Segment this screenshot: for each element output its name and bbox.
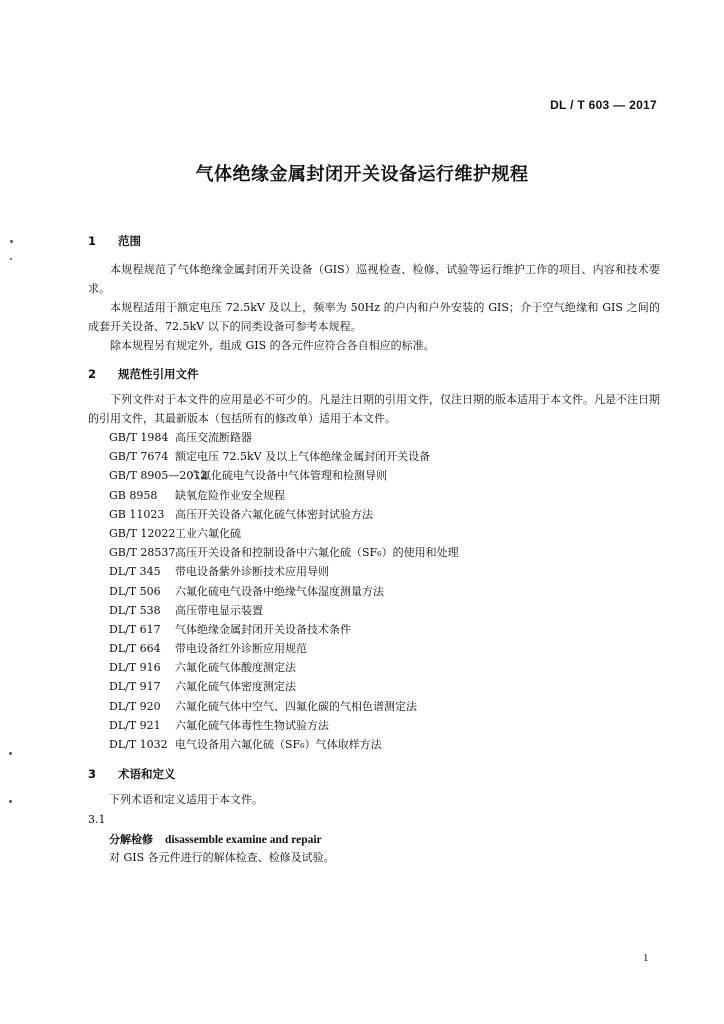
reference-item: [109, 543, 459, 562]
section-1-heading: [88, 233, 141, 249]
reference-item: [109, 447, 459, 466]
clause-3-1-number: 3.1: [88, 813, 106, 826]
section-number: 2: [88, 367, 97, 381]
scan-speck: [10, 240, 13, 243]
reference-title: 六氟化硫电气设备中气体管理和检测导则: [189, 469, 387, 483]
reference-title: 电气设备用六氟化硫（SF₆）气体取样方法: [175, 738, 382, 751]
reference-title: 六氟化硫气体毒性生物试验方法: [175, 718, 329, 732]
scope-paragraph-2: 本规程适用于额定电压 72.5kV 及以上，频率为 50Hz 的户内和户外安装的 GIS；介于空气绝缘和 GIS 之间的成套开关设备、72.5kV 以下的同类设备可参考本规程。: [88, 301, 660, 333]
reference-title: 带电设备紫外诊断技术应用导则: [175, 565, 329, 579]
reference-code: DL/T 664: [109, 642, 161, 656]
reference-item: [109, 716, 459, 735]
section-title: 规范性引用文件: [118, 367, 199, 381]
normative-references-list: [109, 428, 459, 754]
reference-item: [109, 677, 459, 696]
reference-item: [109, 466, 459, 485]
reference-code: GB/T 1984: [109, 431, 169, 444]
term-chinese: 分解检修: [109, 833, 153, 846]
reference-title: 缺氧危险作业安全规程: [175, 488, 285, 502]
reference-item: [109, 428, 459, 447]
reference-item: [109, 639, 459, 658]
reference-code: GB/T 8905—2012: [109, 469, 208, 483]
term-3-1-definition: 对 GIS 各元件进行的解体检查、检修及试验。: [109, 851, 335, 864]
reference-code: DL/T 916: [109, 661, 161, 675]
reference-item: [109, 505, 459, 524]
scan-speck: [10, 258, 12, 260]
scan-speck: [9, 800, 12, 803]
reference-code: GB/T 7674: [109, 450, 169, 464]
term-3-1: [109, 831, 322, 847]
page-number: 1: [643, 952, 649, 964]
reference-code: DL/T 617: [109, 622, 161, 636]
references-intro: 下列文件对于本文件的应用是必不可少的。凡是注日期的引用文件，仅注日期的版本适用于本文件。凡是不注日期的引用文件，其最新版本（包括所有的修改单）适用于本文件。: [88, 393, 660, 425]
reference-title: 高压交流断路器: [175, 431, 252, 444]
terms-intro: 下列术语和定义适用于本文件。: [109, 793, 263, 806]
reference-code: GB 11023: [109, 507, 165, 521]
reference-title: 高压开关设备六氟化硫气体密封试验方法: [175, 507, 373, 521]
reference-item: [109, 658, 459, 677]
reference-title: 高压带电显示装置: [175, 603, 263, 617]
reference-item: [109, 562, 459, 581]
reference-item: [109, 735, 459, 754]
reference-item: [109, 601, 459, 620]
reference-code: DL/T 1032: [109, 738, 168, 751]
reference-code: GB/T 12022: [109, 526, 176, 540]
reference-title: 六氟化硫电气设备中绝缘气体湿度测量方法: [175, 584, 384, 598]
reference-item: [109, 620, 459, 639]
reference-code: DL/T 345: [109, 565, 161, 579]
reference-item: [109, 524, 459, 543]
reference-title: 额定电压 72.5kV 及以上气体绝缘金属封闭开关设备: [175, 450, 431, 464]
section-3-heading: [88, 766, 176, 782]
reference-code: GB 8958: [109, 488, 158, 502]
reference-code: DL/T 920: [109, 699, 161, 713]
reference-item: [109, 697, 459, 716]
scope-paragraph-3: 除本规程另有规定外，组成 GIS 的各元件应符合各自相应的标准。: [110, 339, 435, 352]
reference-title: 工业六氟化硫: [175, 526, 241, 540]
reference-code: DL/T 921: [109, 718, 161, 732]
reference-item: [109, 582, 459, 601]
reference-title: 六氟化硫气体中空气、四氟化碳的气相色谱测定法: [175, 699, 417, 713]
reference-title: 六氟化硫气体密度测定法: [175, 680, 296, 694]
reference-item: [109, 486, 459, 505]
term-english: disassemble examine and repair: [165, 834, 322, 846]
standard-code: DL / T 603 — 2017: [550, 98, 657, 112]
reference-code: DL/T 538: [109, 603, 161, 617]
section-title: 范围: [118, 234, 141, 248]
reference-title: 六氟化硫气体酸度测定法: [175, 661, 296, 675]
section-2-heading: [88, 366, 199, 382]
scope-paragraph-1: 本规程规范了气体绝缘金属封闭开关设备（GIS）巡视检查、检修、试验等运行维护工作的项目、内容和技术要求。: [88, 263, 660, 295]
section-number: 3: [88, 767, 97, 781]
reference-title: 气体绝缘金属封闭开关设备技术条件: [175, 622, 351, 636]
reference-code: DL/T 917: [109, 680, 161, 694]
scan-speck: [9, 752, 12, 755]
reference-code: DL/T 506: [109, 584, 161, 598]
reference-code: GB/T 28537: [109, 546, 176, 560]
section-title: 术语和定义: [118, 767, 176, 781]
document-title: 气体绝缘金属封闭开关设备运行维护规程: [195, 164, 529, 185]
reference-title: 带电设备红外诊断应用规范: [175, 642, 307, 656]
reference-title: 高压开关设备和控制设备中六氟化硫（SF₆）的使用和处理: [175, 546, 459, 560]
section-number: 1: [88, 234, 97, 248]
